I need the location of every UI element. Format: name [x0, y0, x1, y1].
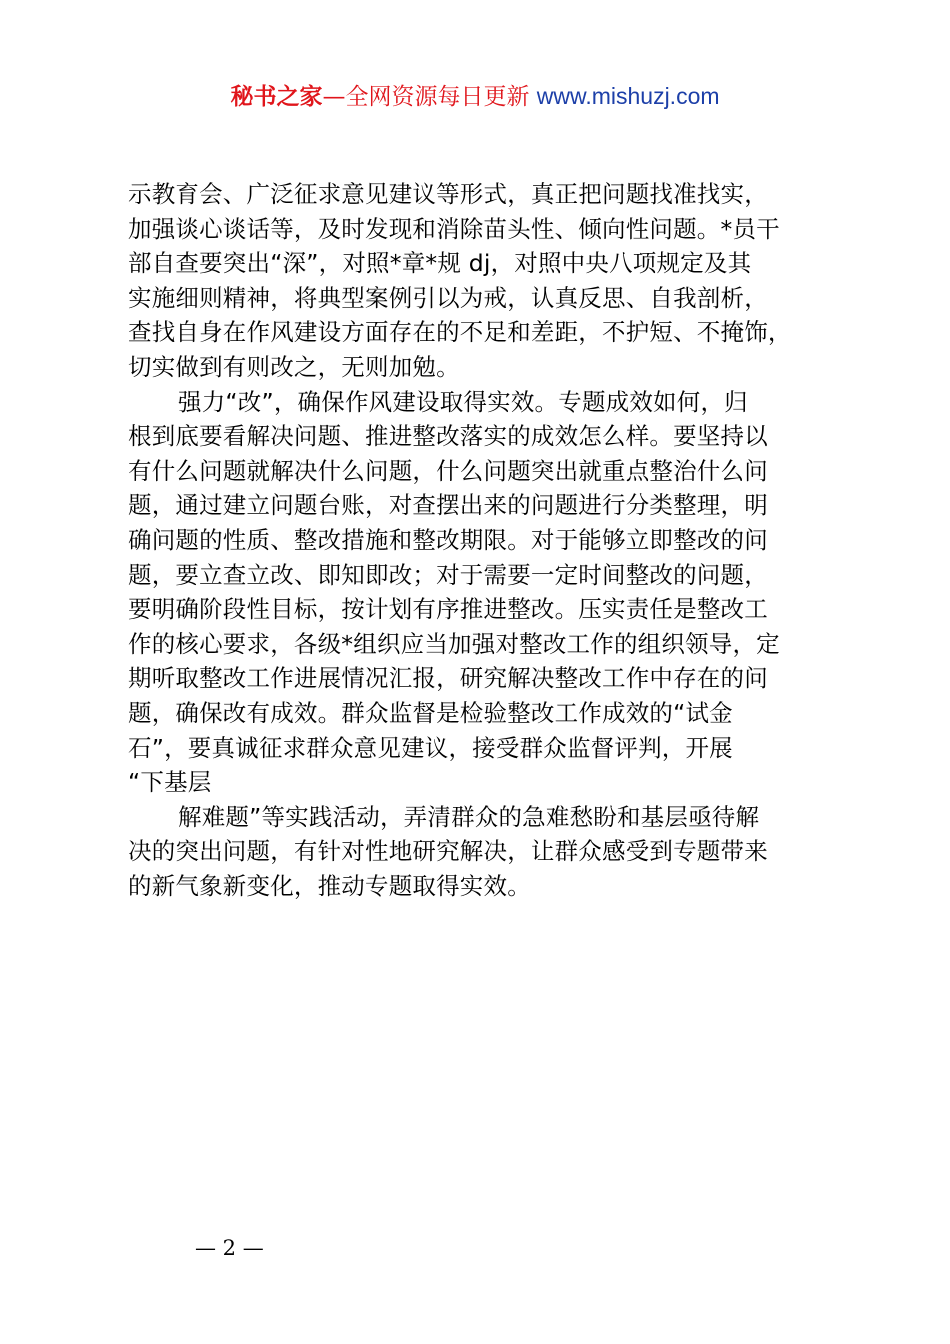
text-line: 加强谈心谈话等，及时发现和消除苗头性、倾向性问题。*员干	[128, 214, 780, 243]
text-line: “下基层	[128, 768, 212, 797]
text-line: 有什么问题就解决什么问题，什么问题突出就重点整治什么问	[128, 456, 768, 485]
text-line: 题，通过建立问题台账，对查摆出来的问题进行分类整理，明	[128, 491, 768, 520]
text-line: 确问题的性质、整改措施和整改期限。对于能够立即整改的问	[128, 525, 768, 554]
site-url-link[interactable]: www.mishuzj.com	[536, 83, 720, 109]
text-line: 部自查要突出“深”，对照*章*规 dj，对照中央八项规定及其	[128, 249, 752, 278]
text-line: 根到底要看解决问题、推进整改落实的成效怎么样。要坚持以	[128, 422, 768, 451]
text-line: 决的突出问题，有针对性地研究解决，让群众感受到专题带来	[128, 837, 768, 866]
text-line: 切实做到有则改之，无则加勉。	[128, 352, 460, 381]
paragraph-start-line: 解难题”等实践活动，弄清群众的急难愁盼和基层亟待解	[178, 802, 760, 831]
text-line: 期听取整改工作进展情况汇报，研究解决整改工作中存在的问	[128, 664, 768, 693]
text-line: 题，确保改有成效。群众监督是检验整改工作成效的“试金	[128, 698, 733, 727]
text-line: 的新气象新变化，推动专题取得实效。	[128, 871, 531, 900]
text-line: 石”，要真诚征求群众意见建议，接受群众监督评判，开展	[128, 733, 733, 762]
paragraph-start-line: 强力“改”，确保作风建设取得实效。专题成效如何，归	[178, 387, 748, 416]
page-number: — 2 —	[195, 1236, 264, 1260]
site-header	[0, 80, 950, 113]
text-line: 查找自身在作风建设方面存在的不足和差距，不护短、不掩饰，	[128, 318, 792, 347]
text-line: 作的核心要求，各级*组织应当加强对整改工作的组织领导，定	[128, 629, 780, 658]
text-line: 要明确阶段性目标，按计划有序推进整改。压实责任是整改工	[128, 595, 768, 624]
site-tagline: —全网资源每日更新	[322, 84, 537, 110]
text-line: 示教育会、广泛征求意见建议等形式，真正把问题找准找实，	[128, 180, 768, 208]
document-body	[128, 177, 858, 903]
site-brand: 秘书之家	[230, 84, 323, 110]
text-line: 实施细则精神，将典型案例引以为戒，认真反思、自我剖析，	[128, 283, 768, 312]
text-line: 题，要立查立改、即知即改；对于需要一定时间整改的问题，	[128, 560, 768, 589]
